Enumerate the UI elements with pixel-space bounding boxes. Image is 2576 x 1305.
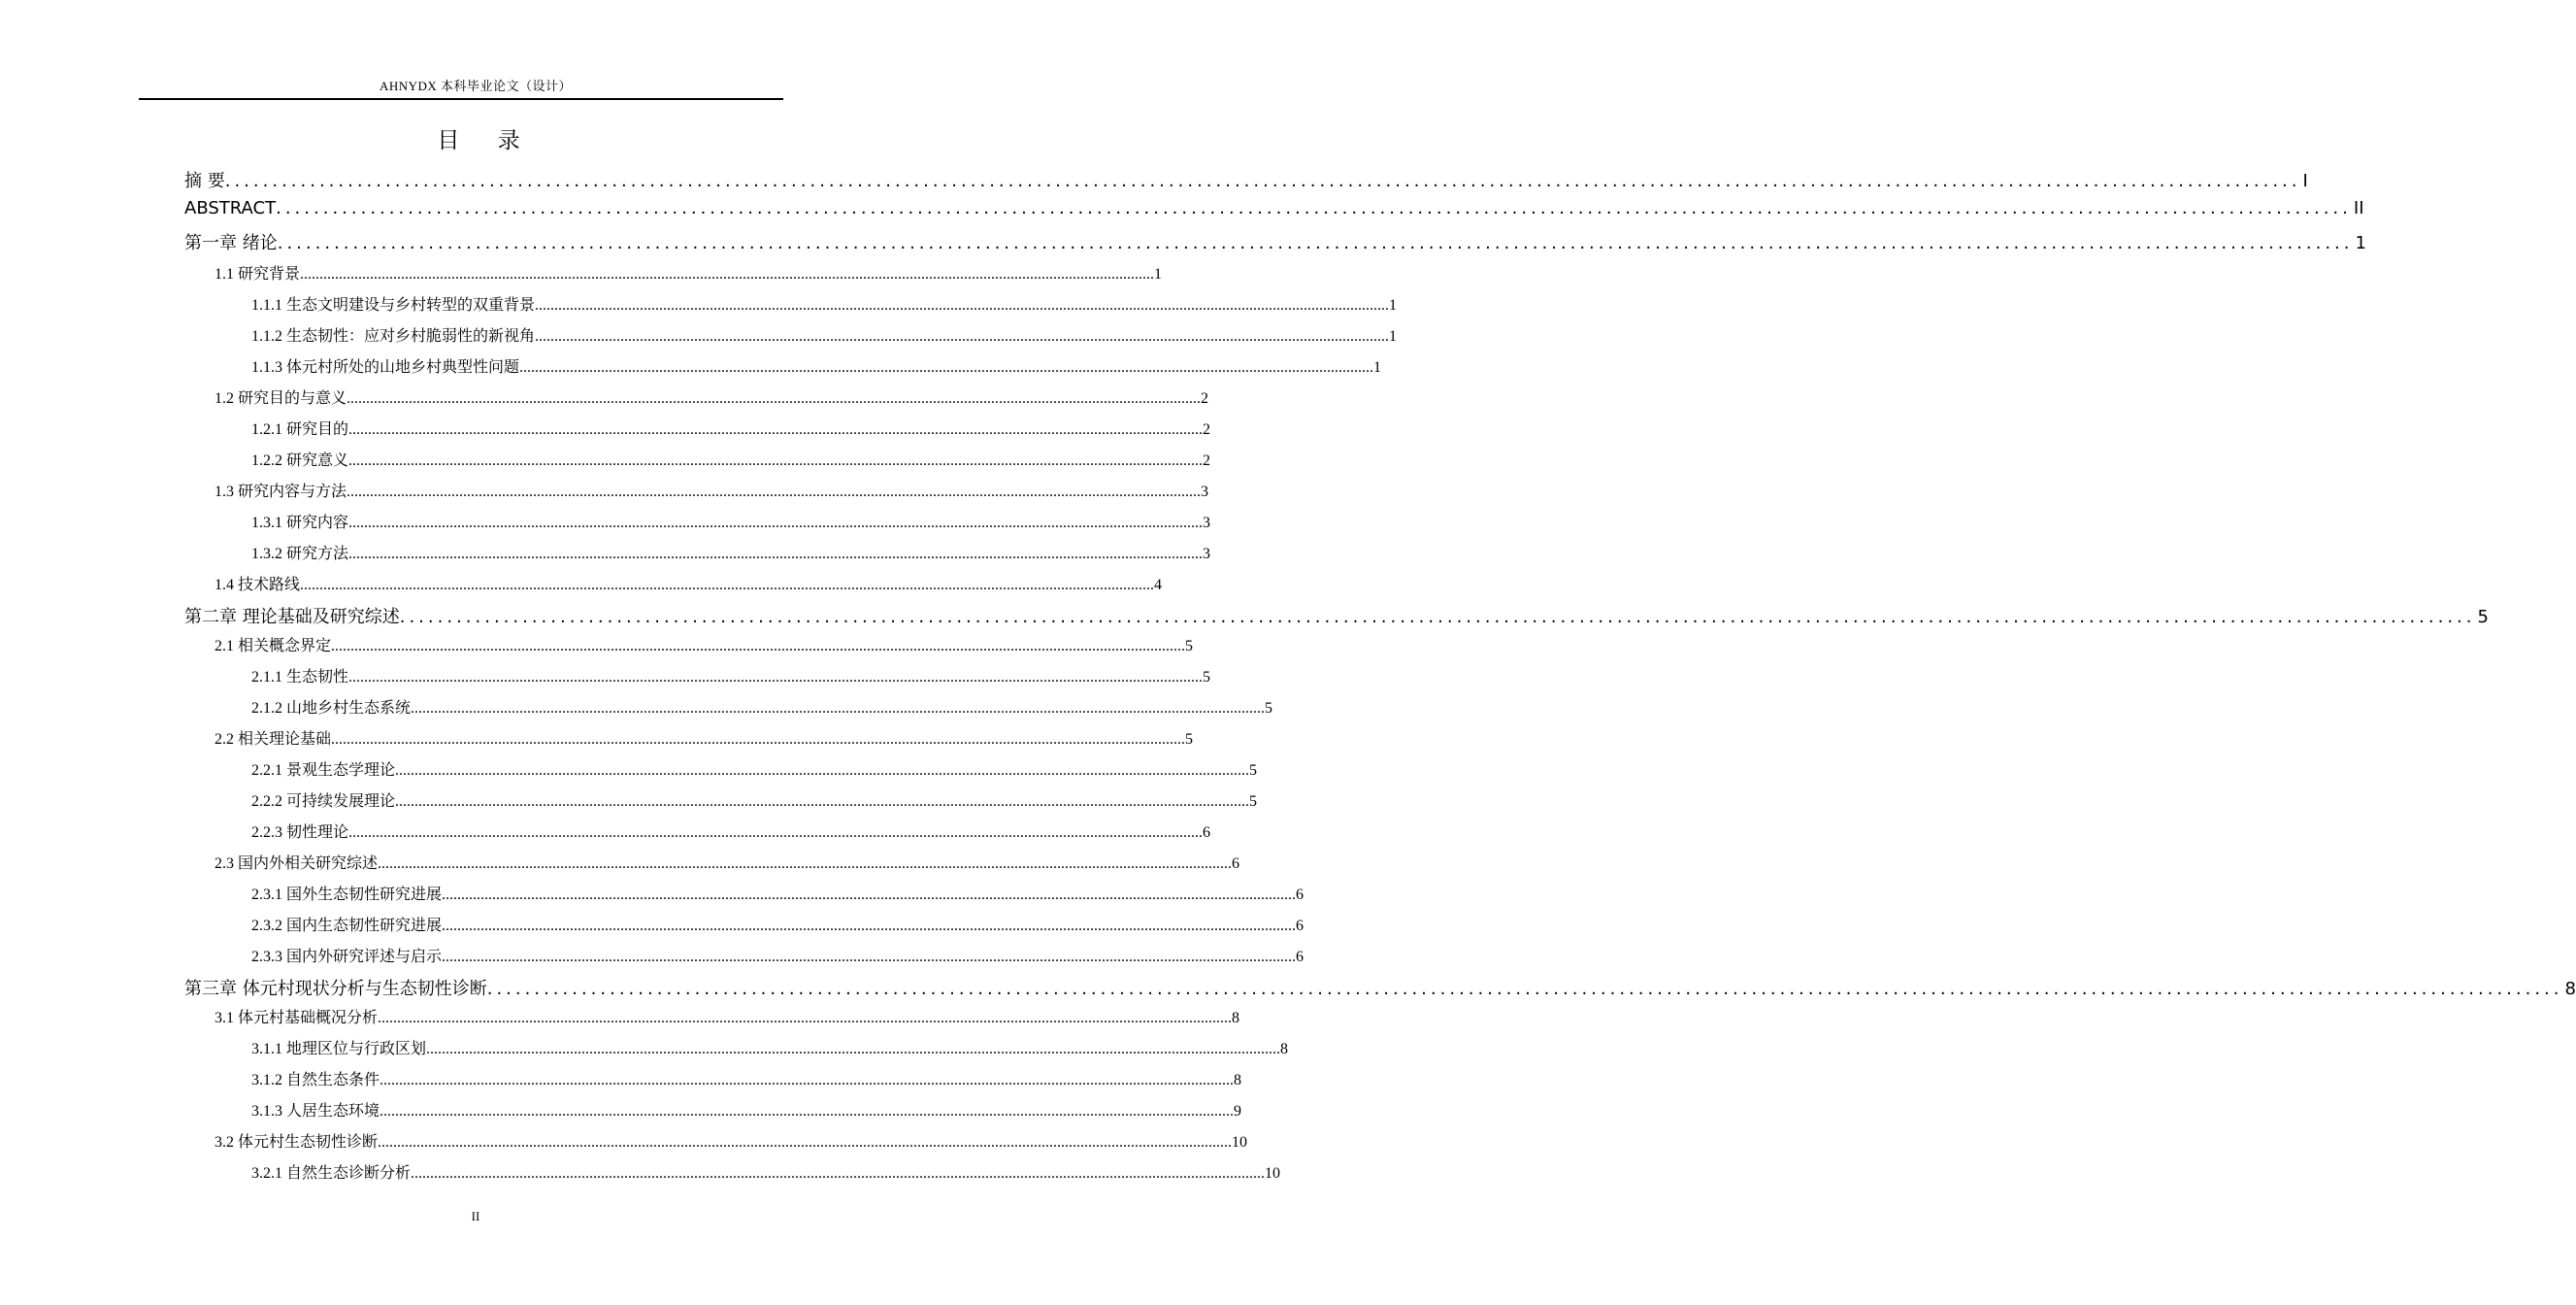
toc-section-entry[interactable] [215,1005,1240,1026]
toc-entry-label: 1.1.3 体元村所处的山地乡村典型性问题 [251,359,520,376]
toc-leader-dots: ............................................................................................................................................................................................................................ [348,546,1204,562]
toc-subsection-entry[interactable] [251,354,1382,376]
toc-subsection-entry[interactable] [251,323,1398,345]
toc-subsection-entry[interactable] [251,1067,1242,1088]
toc-entry-page: 5 [1249,762,1258,779]
toc-section-entry[interactable] [215,572,1163,593]
toc-entry-page: 1 [1389,297,1398,314]
toc-leader-dots: ............................................................................................................................................................................................................................ [535,297,1390,314]
toc-section-entry[interactable] [215,261,1163,283]
toc-subsection-entry[interactable] [251,292,1398,314]
toc-entry-page: 6 [1296,918,1305,934]
toc-entry-label: 2.2.3 韧性理论 [251,824,349,841]
toc-entry-label: 2.3.3 国内外研究评述与启示 [251,949,443,965]
toc-entry-page: 1 [2355,233,2366,253]
toc-leader-dots: ............................................................................................................................................................................................................................ [347,390,1202,407]
toc-entry-page: 6 [1232,855,1240,872]
toc-subsection-entry[interactable] [251,882,1305,903]
toc-section-entry[interactable] [215,851,1240,872]
toc-entry-label: 1.3 研究内容与方法 [215,484,347,500]
page-header: AHNYDX 本科毕业论文（设计） [379,79,573,93]
toc-leader-dots: ............................................................................................................................................................................................................................ [300,266,1155,283]
page-number: II [471,1209,480,1223]
toc-entry-label: 3.1.1 地理区位与行政区划 [251,1041,427,1057]
toc-leader-dots: ............................................................................................................................................................................................................................ [519,359,1374,376]
toc-entry-page: 8 [1280,1041,1289,1057]
toc-entry-label: 2.3.2 国内生态韧性研究进展 [251,918,443,934]
toc-leader-dots: ............................................................................................................................................................................................................................ [378,855,1233,872]
toc-entry-label: 2.1.1 生态韧性 [251,669,349,686]
toc-leader-dots: ............................................................................................................................................................................................................................ [380,1072,1235,1088]
toc-entry-label: ABSTRACT [184,198,277,218]
toc-subsection-entry[interactable] [251,1036,1289,1057]
toc-entry-page: II [2353,198,2364,218]
toc-leader-dots: ............................................................................................................................................................................................................................ [348,669,1204,686]
toc-entry-label: 2.3.1 国外生态韧性研究进展 [251,887,443,903]
toc-subsection-entry[interactable] [251,448,1211,469]
toc-entry-label: 3.2 体元村生态韧性诊断 [215,1134,379,1151]
toc-entry-label: 1.4 技术路线 [215,577,301,593]
toc-entry-label: 1.2 研究目的与意义 [215,390,347,407]
toc-entry-page: 1 [1389,328,1398,345]
toc-entry-page: 3 [1201,484,1209,500]
toc-subsection-entry[interactable] [251,695,1273,717]
toc-leader-dots: ............................................................................................................................................................................................................................ [348,515,1204,531]
toc-chapter-entry[interactable] [184,167,2308,191]
toc-entry-label: 3.1.2 自然生态条件 [251,1072,380,1088]
toc-entry-label: 1.3.2 研究方法 [251,546,349,562]
toc-entry-page: 2 [1203,452,1211,469]
toc-entry-page: 5 [1185,638,1194,654]
toc-leader-dots: ............................................................................................................................................................................................................................ [426,1041,1281,1057]
toc-leader-dots: ............................................................................................................................................................................................................................ [276,198,2352,218]
toc-entry-page: 6 [1296,887,1305,903]
toc-subsection-entry[interactable] [251,757,1258,779]
toc-entry-label: 第三章 体元村现状分析与生态韧性诊断 [184,979,487,999]
toc-subsection-entry[interactable] [251,417,1211,438]
toc-entry-page: 6 [1203,824,1211,841]
toc-leader-dots: ............................................................................................................................................................................................................................ [347,484,1202,500]
toc-entry-page: 8 [1232,1010,1240,1026]
toc-entry-label: 1.1.1 生态文明建设与乡村转型的双重背景 [251,297,536,314]
toc-entry-label: 1.2.2 研究意义 [251,452,349,469]
toc-entry-page: 1 [1373,359,1382,376]
toc-subsection-entry[interactable] [251,664,1211,686]
toc-entry-page: 6 [1296,949,1305,965]
toc-leader-dots: ............................................................................................................................................................................................................................ [331,731,1186,748]
toc-entry-label: 3.1 体元村基础概况分析 [215,1010,379,1026]
toc-leader-dots: ............................................................................................................................................................................................................................ [395,762,1250,779]
toc-entry-page: 5 [2477,607,2489,627]
toc-subsection-entry[interactable] [251,1098,1242,1120]
toc-leader-dots: ............................................................................................................................................................................................................................ [300,577,1155,593]
toc-entry-label: 2.3 国内外相关研究综述 [215,855,379,872]
toc-entry-page: 8 [1234,1072,1242,1088]
toc-entry-label: 第一章 绪论 [184,233,278,253]
toc-subsection-entry[interactable] [251,788,1258,810]
toc-chapter-entry[interactable] [184,975,2576,999]
toc-entry-label: 2.1 相关概念界定 [215,638,332,654]
toc-leader-dots: ............................................................................................................................................................................................................................ [399,607,2476,627]
toc-leader-dots: ............................................................................................................................................................................................................................ [380,1103,1235,1120]
toc-leader-dots: ............................................................................................................................................................................................................................ [331,638,1186,654]
toc-leader-dots: ............................................................................................................................................................................................................................ [348,452,1204,469]
toc-entry-label: 第二章 理论基础及研究综述 [184,607,400,627]
toc-leader-dots: ............................................................................................................................................................................................................................ [411,700,1266,717]
toc-leader-dots: ............................................................................................................................................................................................................................ [378,1134,1233,1151]
toc-entry-page: 1 [1154,266,1163,283]
toc-section-entry[interactable] [215,726,1194,748]
toc-entry-page: 5 [1185,731,1194,748]
toc-entry-label: 1.3.1 研究内容 [251,515,349,531]
toc-leader-dots: ............................................................................................................................................................................................................................ [277,233,2354,253]
toc-entry-page: 10 [1265,1165,1281,1182]
toc-entry-page: 2 [1203,421,1211,438]
toc-subsection-entry[interactable] [251,820,1211,841]
toc-chapter-entry[interactable] [184,603,2489,627]
toc-entry-label: 2.2.2 可持续发展理论 [251,793,396,810]
toc-chapter-entry[interactable] [184,229,2366,253]
toc-section-entry[interactable] [215,385,1209,407]
toc-leader-dots: ............................................................................................................................................................................................................................ [486,979,2563,999]
toc-entry-label: 3.2.1 自然生态诊断分析 [251,1165,412,1182]
toc-subsection-entry[interactable] [251,541,1211,562]
toc-leader-dots: ............................................................................................................................................................................................................................ [378,1010,1233,1026]
toc-entry-page: 8 [2564,979,2576,999]
toc-leader-dots: ............................................................................................................................................................................................................................ [411,1165,1266,1182]
toc-leader-dots: ............................................................................................................................................................................................................................ [442,887,1297,903]
toc-entry-page: 9 [1234,1103,1242,1120]
page-title: 目 录 [437,128,536,153]
toc-leader-dots: ............................................................................................................................................................................................................................ [224,171,2301,191]
toc-entry-label: 2.1.2 山地乡村生态系统 [251,700,412,717]
toc-entry-page: 5 [1265,700,1273,717]
toc-section-entry[interactable] [215,1129,1248,1151]
toc-entry-page: I [2302,171,2308,191]
toc-entry-page: 5 [1249,793,1258,810]
toc-entry-page: 10 [1232,1134,1248,1151]
toc-entry-label: 1.1.2 生态韧性：应对乡村脆弱性的新视角 [251,328,536,345]
toc-entry-label: 2.2 相关理论基础 [215,731,332,748]
toc-leader-dots: ............................................................................................................................................................................................................................ [395,793,1250,810]
toc-entry-label: 摘 要 [184,171,225,191]
toc-leader-dots: ............................................................................................................................................................................................................................ [442,918,1297,934]
toc-leader-dots: ............................................................................................................................................................................................................................ [442,949,1297,965]
toc-subsection-entry[interactable] [251,944,1305,965]
toc-entry-page: 3 [1203,515,1211,531]
toc-leader-dots: ............................................................................................................................................................................................................................ [535,328,1390,345]
toc-entry-page: 4 [1154,577,1163,593]
toc-chapter-entry[interactable] [184,198,2364,221]
toc-leader-dots: ............................................................................................................................................................................................................................ [348,824,1204,841]
toc-subsection-entry[interactable] [251,1160,1281,1182]
toc-entry-page: 5 [1203,669,1211,686]
toc-subsection-entry[interactable] [251,510,1211,531]
toc-entry-label: 3.1.3 人居生态环境 [251,1103,380,1120]
toc-section-entry[interactable] [215,633,1194,654]
toc-entry-page: 2 [1201,390,1209,407]
toc-subsection-entry[interactable] [251,913,1305,934]
toc-entry-page: 3 [1203,546,1211,562]
toc-section-entry[interactable] [215,479,1209,500]
toc-entry-label: 1.2.1 研究目的 [251,421,349,438]
toc-entry-label: 1.1 研究背景 [215,266,301,283]
toc-leader-dots: ............................................................................................................................................................................................................................ [348,421,1204,438]
toc-entry-label: 2.2.1 景观生态学理论 [251,762,396,779]
